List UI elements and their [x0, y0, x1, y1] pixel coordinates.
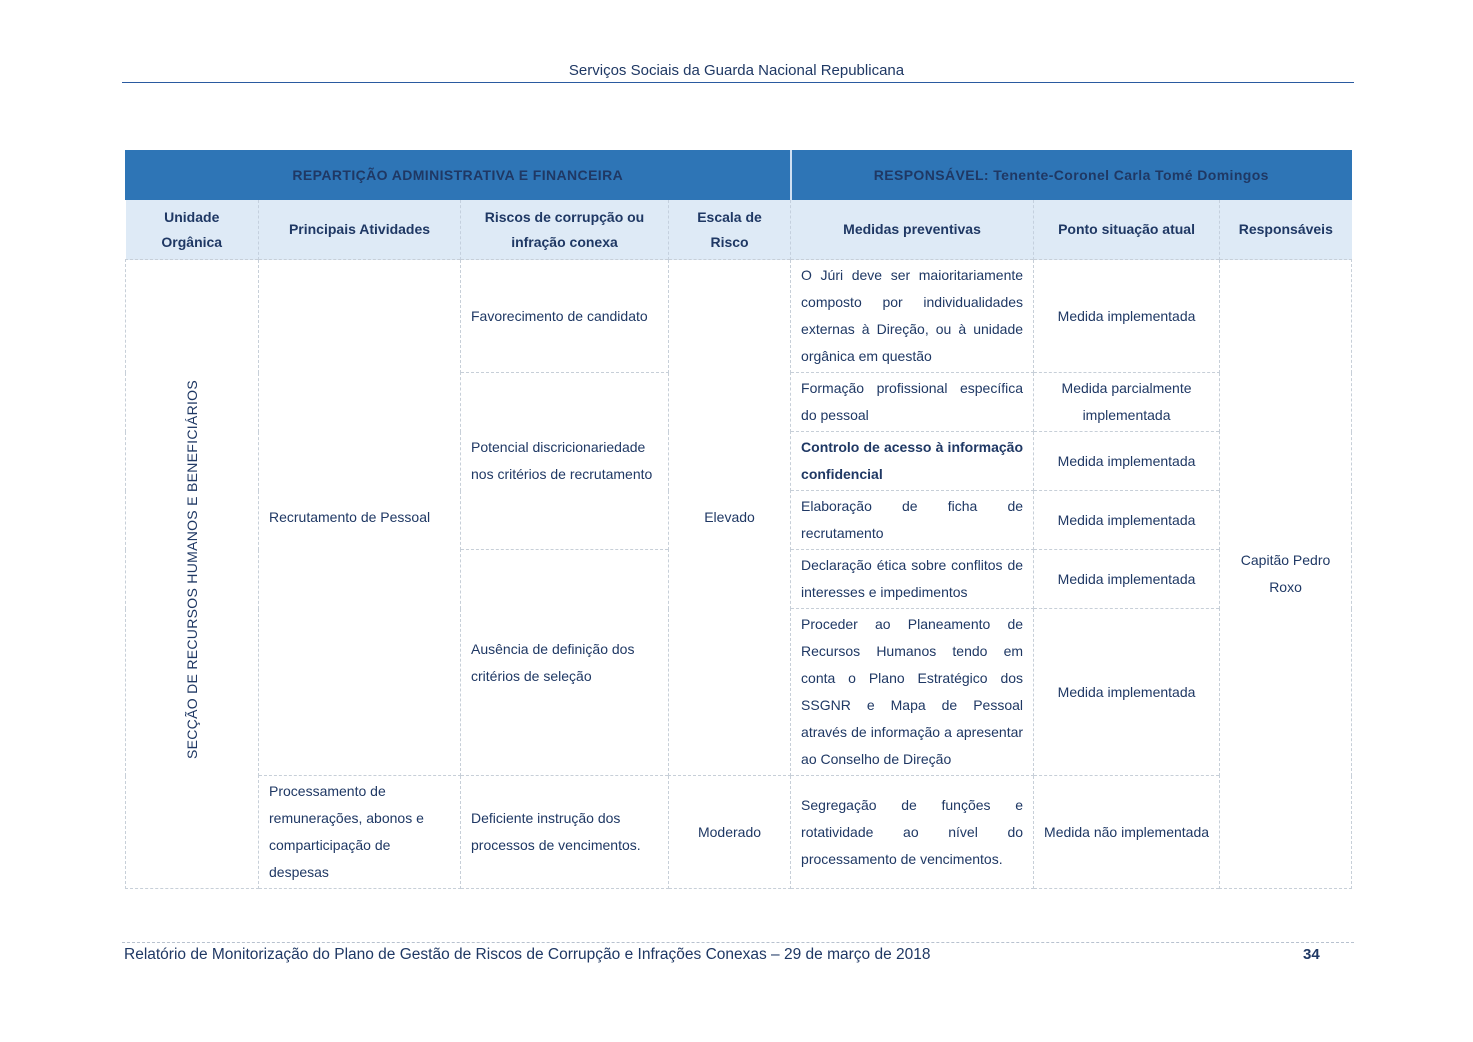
status-cell: Medida implementada [1034, 260, 1220, 373]
risk-table [125, 150, 1352, 889]
col-measures: Medidas preventivas [791, 200, 1034, 260]
col-risks-line1: Riscos de corrupção ou [484, 208, 645, 225]
responsible-name: Capitão Pedro Roxo [1220, 260, 1352, 889]
status-cell: Medida parcialmente implementada [1034, 373, 1220, 432]
table-row [126, 260, 1352, 373]
unit-label: SECÇÃO DE RECURSOS HUMANOS E BENEFICIÁRIOS [183, 380, 200, 759]
page-number: 34 [1303, 946, 1320, 963]
activity-payroll: Processamento de remunerações, abonos e comparticipação de despesas [259, 776, 461, 889]
risk-discretion: Potencial discricionariedade nos critérios de recrutamento [461, 373, 669, 550]
scale-moderate: Moderado [669, 776, 791, 889]
measure-jury: O Júri deve ser maioritariamente composto por individualidades externas à Direção, ou à unidade orgânica em questão [791, 260, 1034, 373]
footer-rule [122, 942, 1354, 943]
col-status: Ponto situação atual [1034, 200, 1220, 260]
status-cell: Medida implementada [1034, 491, 1220, 550]
page-header: Serviços Sociais da Guarda Nacional Republicana [568, 62, 905, 79]
status-cell: Medida implementada [1034, 609, 1220, 776]
measure-training: Formação profissional específica do pessoal [791, 373, 1034, 432]
responsible-banner: RESPONSÁVEL: Tenente-Coronel Carla Tomé Domingos [791, 151, 1352, 200]
col-risks-line2: infração conexa [511, 233, 618, 250]
unit-cell [126, 260, 259, 889]
footer-title: Relatório de Monitorização do Plano de Gestão de Riscos de Corrupção e Infrações Conexas – 29 de março de 2018 [124, 946, 931, 963]
measure-recruitment-form: Elaboração de ficha de recrutamento [791, 491, 1034, 550]
header-rule [122, 82, 1354, 83]
measure-ethics-declaration: Declaração ética sobre conflitos de interesses e impedimentos [791, 550, 1034, 609]
status-cell: Medida não implementada [1034, 776, 1220, 889]
col-unit-line1: Unidade [164, 208, 220, 225]
scale-high: Elevado [669, 260, 791, 776]
table-row [126, 776, 1352, 889]
col-risks [461, 200, 669, 260]
measure-access-control: Controlo de acesso à informação confidencial [791, 432, 1034, 491]
risk-selection-criteria: Ausência de definição dos critérios de seleção [461, 550, 669, 776]
col-activities: Principais Atividades [259, 200, 461, 260]
banner-row [126, 151, 1352, 200]
col-responsible: Responsáveis [1220, 200, 1352, 260]
department-banner: REPARTIÇÃO ADMINISTRATIVA E FINANCEIRA [126, 151, 791, 200]
col-unit [126, 200, 259, 260]
status-cell: Medida implementada [1034, 432, 1220, 491]
measure-segregation: Segregação de funções e rotatividade ao nível do processamento de vencimentos. [791, 776, 1034, 889]
risk-favoritism: Favorecimento de candidato [461, 260, 669, 373]
col-scale [669, 200, 791, 260]
status-cell: Medida implementada [1034, 550, 1220, 609]
col-scale-line2: Risco [710, 233, 749, 250]
measure-hr-planning: Proceder ao Planeamento de Recursos Humanos tendo em conta o Plano Estratégico dos SSGNR e Mapa de Pessoal através de informação a apresentar ao Conselho de Direção [791, 609, 1034, 776]
risk-payroll-instruction: Deficiente instrução dos processos de vencimentos. [461, 776, 669, 889]
column-header-row [126, 200, 1352, 260]
col-scale-line1: Escala de [697, 208, 762, 225]
col-unit-line2: Orgânica [161, 233, 223, 250]
activity-recruitment: Recrutamento de Pessoal [259, 260, 461, 776]
